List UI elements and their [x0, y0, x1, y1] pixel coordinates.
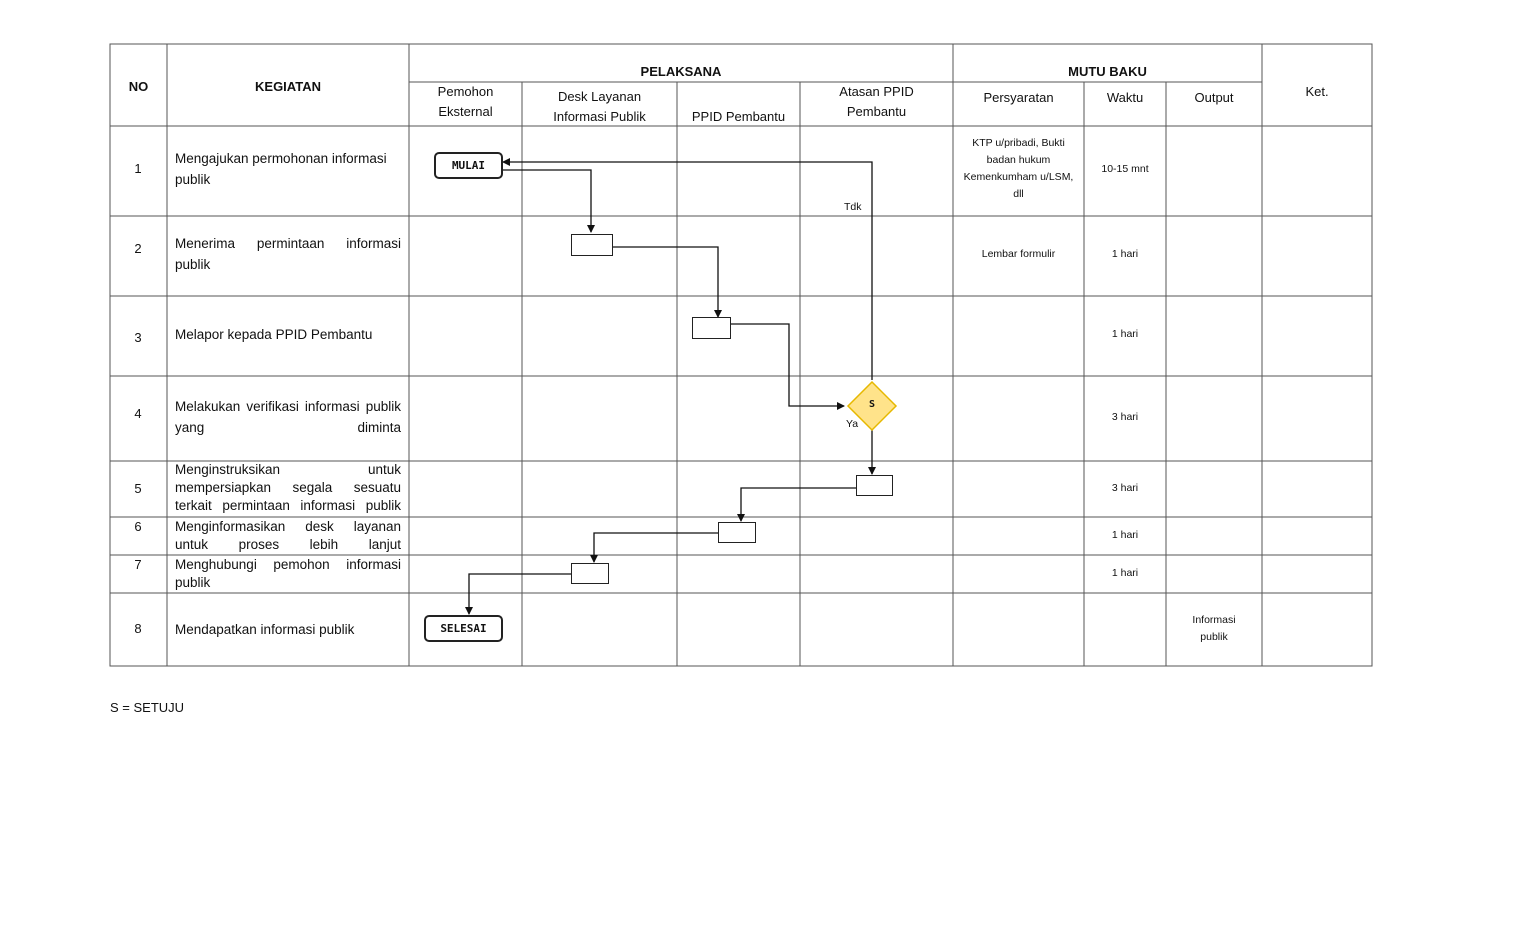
yes-branch-label: Ya: [846, 418, 859, 430]
output-text: Informasi publik: [1192, 614, 1236, 643]
header-pelaksana: PELAKSANA: [640, 64, 722, 79]
connector-contact-to-selesai: [469, 574, 571, 614]
waktu-text: 3 hari: [1111, 482, 1139, 494]
kegiatan-text: Melakukan verifikasi informasi publik yang diminta: [175, 399, 401, 435]
header-line: Pemohon: [437, 84, 494, 99]
connector-ppid-to-decision: [731, 324, 844, 406]
connector-mulai-to-desk: [503, 170, 591, 232]
kegiatan-text: Mengajukan permohonan informasi publik: [175, 151, 387, 187]
header-line: PPID Pembantu: [691, 109, 786, 124]
kegiatan-text: Melapor kepada PPID Pembantu: [175, 327, 373, 342]
connector-desk-to-ppid: [613, 247, 718, 317]
header-line: [677, 87, 800, 107]
end-terminator: SELESAI: [424, 615, 503, 642]
header-ket: Ket.: [1305, 84, 1329, 99]
waktu-text: 10-15 mnt: [1101, 163, 1149, 175]
persyaratan-text: KTP u/pribadi, Bukti badan hukum Kemenkumham u/LSM, dll: [963, 137, 1074, 200]
legend-text: S = SETUJU: [110, 700, 185, 715]
row-number: 8: [134, 621, 142, 636]
kegiatan-text: Menginformasikan desk layanan untuk proses lebih lanjut: [175, 519, 401, 552]
header-kegiatan: KEGIATAN: [255, 79, 321, 94]
header-persyaratan: Persyaratan: [983, 90, 1054, 105]
kegiatan-text: Menginstruksikan untuk mempersiapkan segala sesuatu terkait permintaan informasi publik: [175, 462, 401, 513]
header-no: NO: [128, 79, 149, 94]
connector-inform-to-contact: [594, 533, 718, 562]
process-box-receive: [571, 234, 613, 256]
header-waktu: Waktu: [1106, 90, 1144, 105]
waktu-text: 1 hari: [1111, 529, 1139, 541]
waktu-text: 1 hari: [1111, 248, 1139, 260]
header-line: Eksternal: [438, 104, 493, 119]
kegiatan-text: Menghubungi pemohon informasi publik: [175, 557, 401, 590]
waktu-text: 3 hari: [1111, 411, 1139, 423]
header-line: Atasan PPID: [839, 84, 914, 99]
header-pemohon-eksternal: [409, 82, 522, 122]
row-number: 1: [134, 161, 142, 176]
header-output: Output: [1194, 90, 1234, 105]
header-mutu-baku: MUTU BAKU: [1068, 64, 1147, 79]
row-number: 2: [134, 241, 142, 256]
row-number: 7: [134, 557, 142, 572]
header-desk-layanan: [522, 87, 677, 127]
waktu-text: 1 hari: [1111, 328, 1139, 340]
process-box-inform: [718, 522, 756, 543]
header-line: Desk Layanan: [557, 89, 642, 104]
header-line: Pembantu: [846, 104, 907, 119]
flow-connectors: [469, 162, 872, 614]
row-number: 5: [134, 481, 142, 496]
connector-decision-no-to-mulai: [503, 162, 872, 380]
waktu-text: 1 hari: [1111, 567, 1139, 579]
no-branch-label: Tdk: [844, 201, 862, 213]
header-atasan-ppid: [800, 82, 953, 122]
header-line: Informasi Publik: [553, 109, 646, 124]
connector-instruct-to-inform: [741, 488, 856, 521]
persyaratan-text: Lembar formulir: [981, 248, 1056, 260]
process-box-contact: [571, 563, 609, 584]
start-terminator: MULAI: [434, 152, 503, 179]
decision-label: S: [868, 399, 876, 410]
row-number: 3: [134, 330, 142, 345]
row-number: 4: [134, 406, 142, 421]
header-ppid-pembantu: [677, 87, 800, 127]
row-number: 6: [134, 519, 142, 534]
kegiatan-text: Mendapatkan informasi publik: [175, 622, 355, 637]
process-box-instruct: [856, 475, 893, 496]
process-box-report: [692, 317, 731, 339]
kegiatan-text: Menerima permintaan informasi publik: [175, 236, 401, 272]
